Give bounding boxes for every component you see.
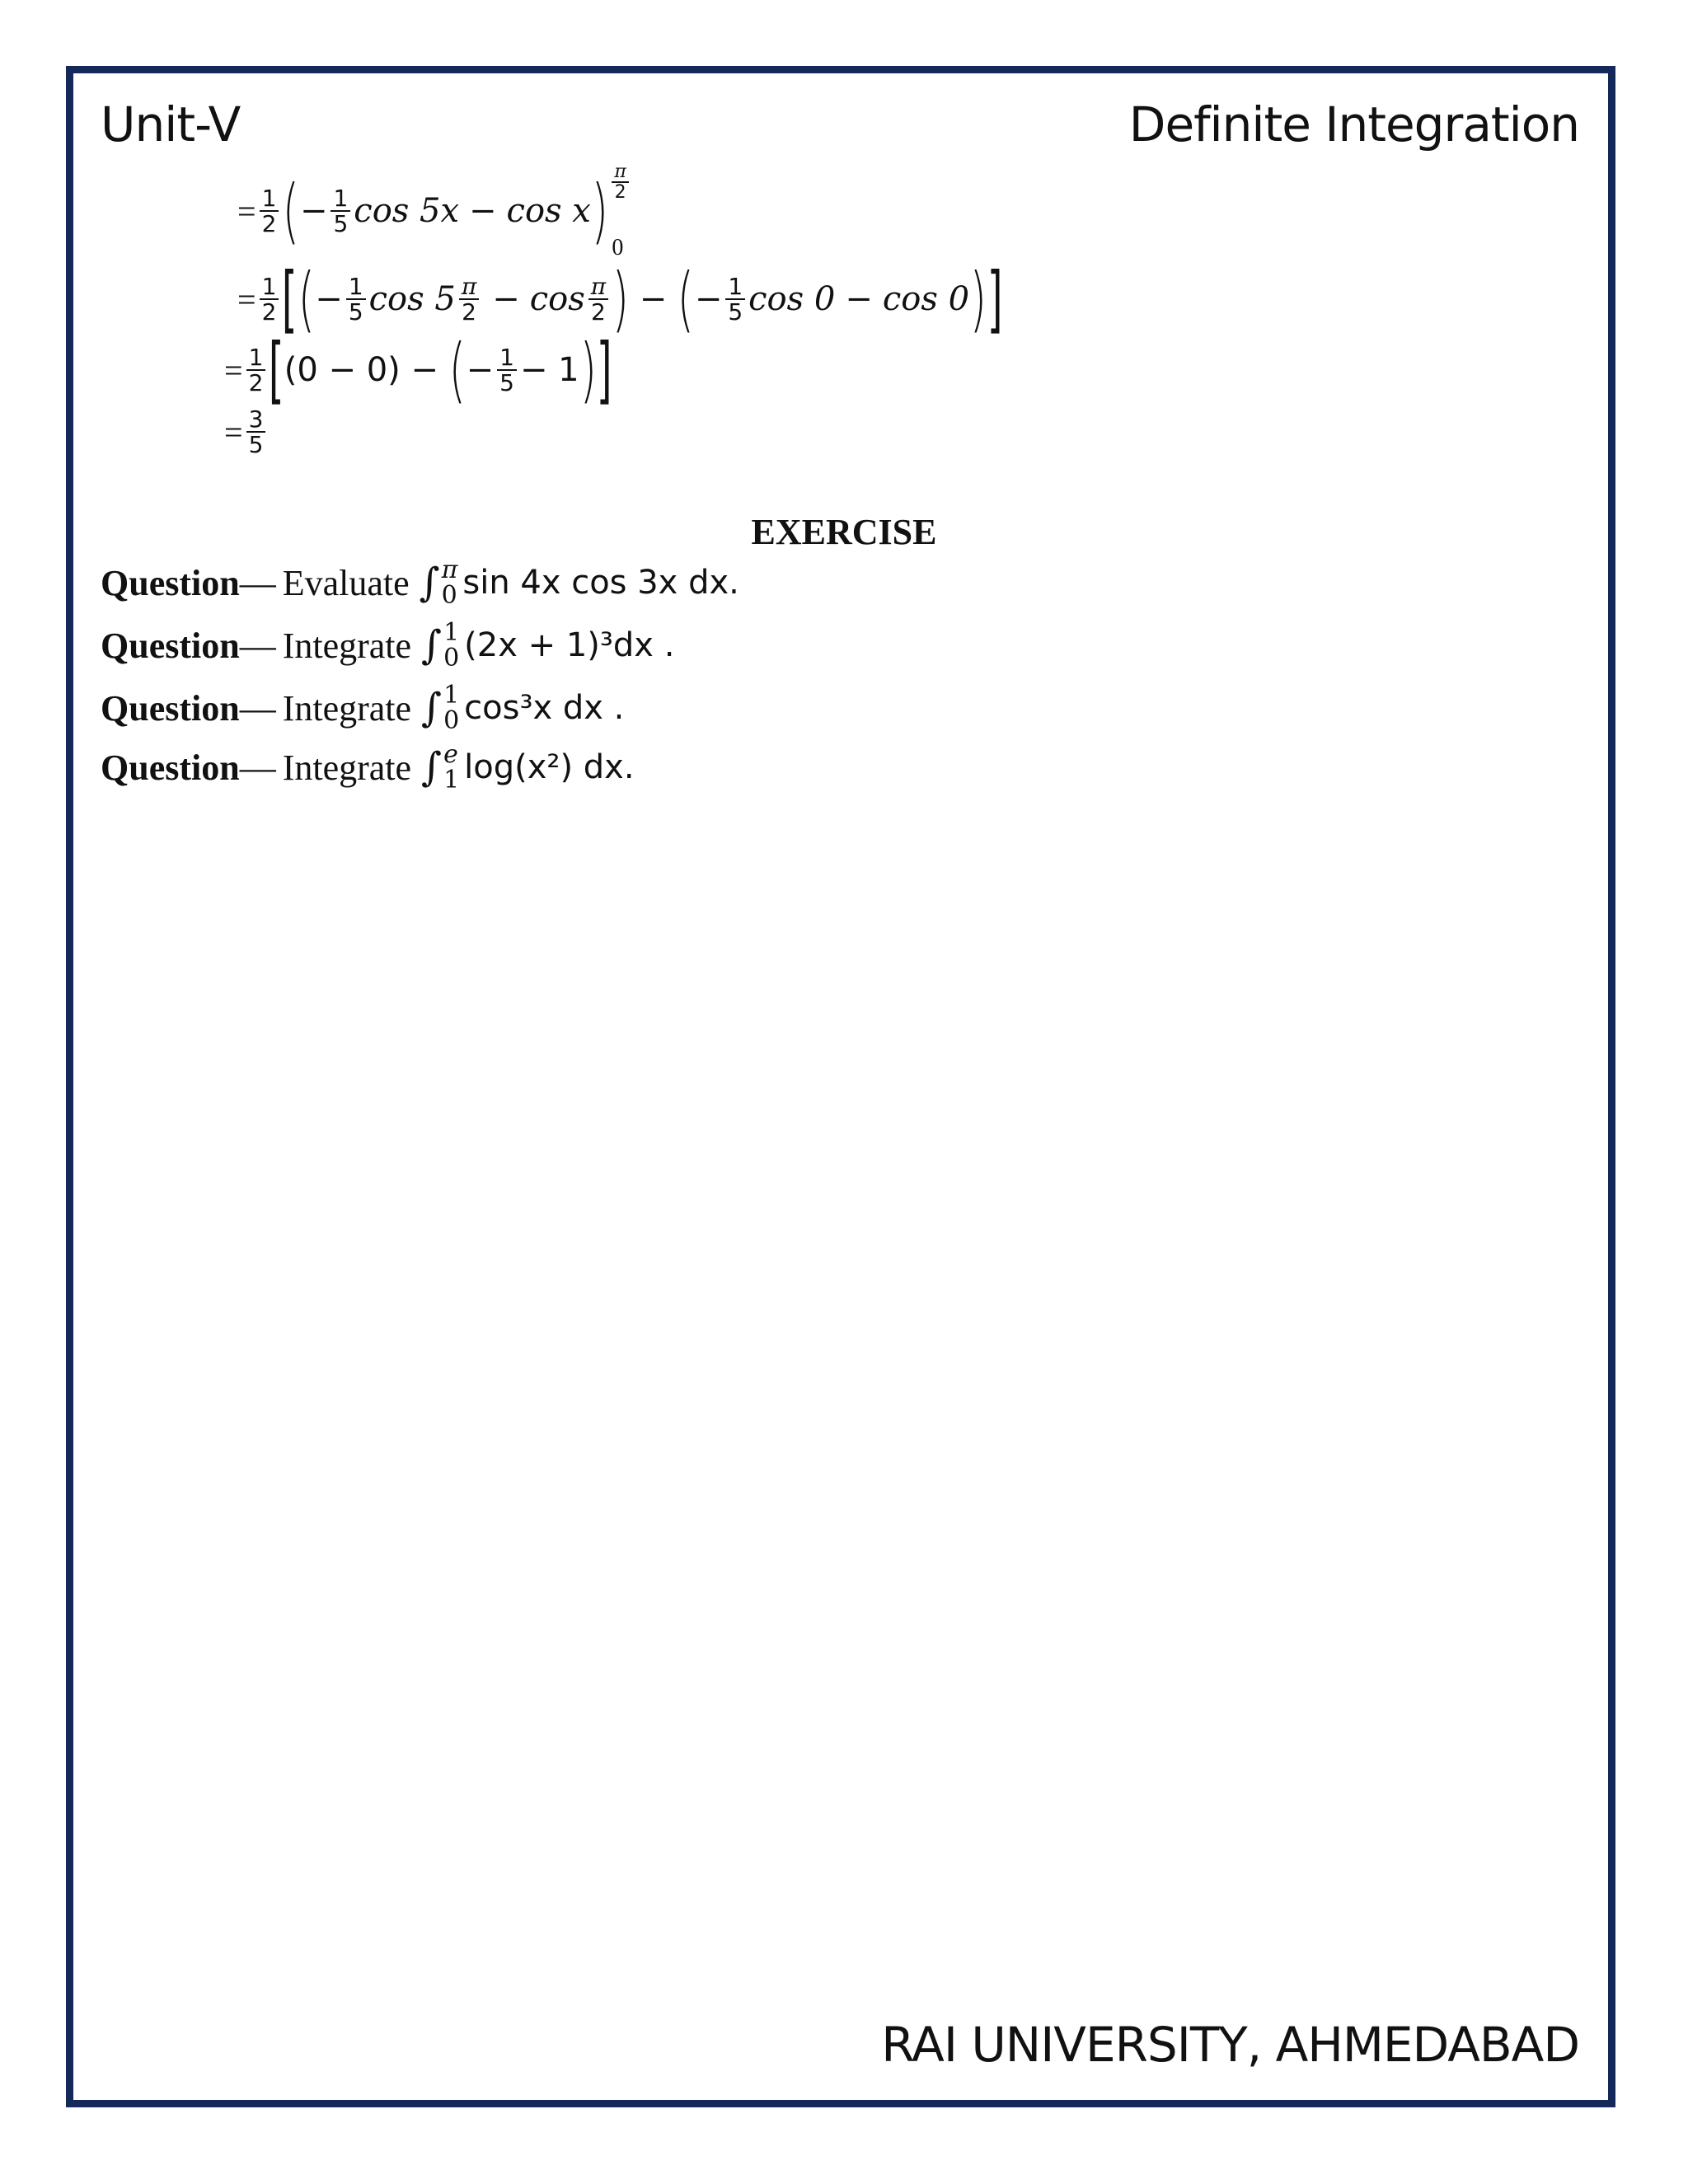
exercise-heading: EXERCISE [751,512,937,552]
fraction: $\frac{\pi}{2}$ [588,274,608,325]
question-2: Question — Integrate ∫ 1 0 (2x + 1)³dx . [101,617,675,673]
equals-sign: = [224,413,243,451]
solution-line-2: = $\frac{1}{2}$ [ ( − $\frac{1}{5}$ cos 5 $\frac{\pi}{2}$ − cos $\frac{\pi}{2}$ ) − ( − $\frac{1}{5}$ cos 0 − cos 0 ) ] [237,256,1003,341]
integral-sign: ∫ e 1 [421,739,460,794]
close-paren: ) [591,170,608,252]
fraction: $\frac{1}{5}$ [497,345,517,396]
solution-line-3: = $\frac{1}{2}$ [ (0 − 0) − ( − $\frac{1}{5}$ − 1 ) ] [224,327,612,412]
equals-sign: = [224,351,243,389]
fraction: $\frac{\pi}{2}$ [459,274,479,325]
fraction: $\frac{1}{5}$ [331,186,350,237]
question-3: Question — Integrate ∫ 1 0 cos³x dx . [101,680,625,735]
integral-sign: ∫ π 0 [419,555,458,610]
open-paren: ( [283,170,300,252]
fraction: $\frac{1}{2}$ [260,186,279,237]
evaluation-limits: $\frac{\pi}{2}$ 0 [612,162,628,260]
question-1: Question — Evaluate ∫ π 0 sin 4x cos 3x dx. [101,555,739,610]
equals-sign: = [237,192,256,230]
fraction: $\frac{1}{5}$ [725,274,745,325]
fraction: $\frac{3}{5}$ [246,407,266,457]
university-footer: RAI UNIVERSITY, AHMEDABAD [881,2017,1579,2073]
question-4: Question — Integrate ∫ e 1 log(x²) dx. [101,739,635,794]
fraction: $\frac{1}{2}$ [260,274,279,325]
fraction: $\frac{1}{5}$ [346,274,366,325]
solution-line-4 [224,399,269,465]
solution-line-1: = $\frac{1}{2}$ ( − $\frac{1}{5}$ cos 5x − cos x ) $\frac{\pi}{2}$ 0 [237,162,629,260]
equals-sign: = [237,280,256,318]
integral-sign: ∫ 1 0 [421,617,460,673]
topic-title: Definite Integration [1128,96,1579,152]
term: cos 5x [354,192,460,230]
unit-label: Unit-V [101,96,241,152]
fraction: $\frac{1}{2}$ [246,345,266,396]
term: cos x [506,192,591,230]
integral-sign: ∫ 1 0 [421,680,460,735]
